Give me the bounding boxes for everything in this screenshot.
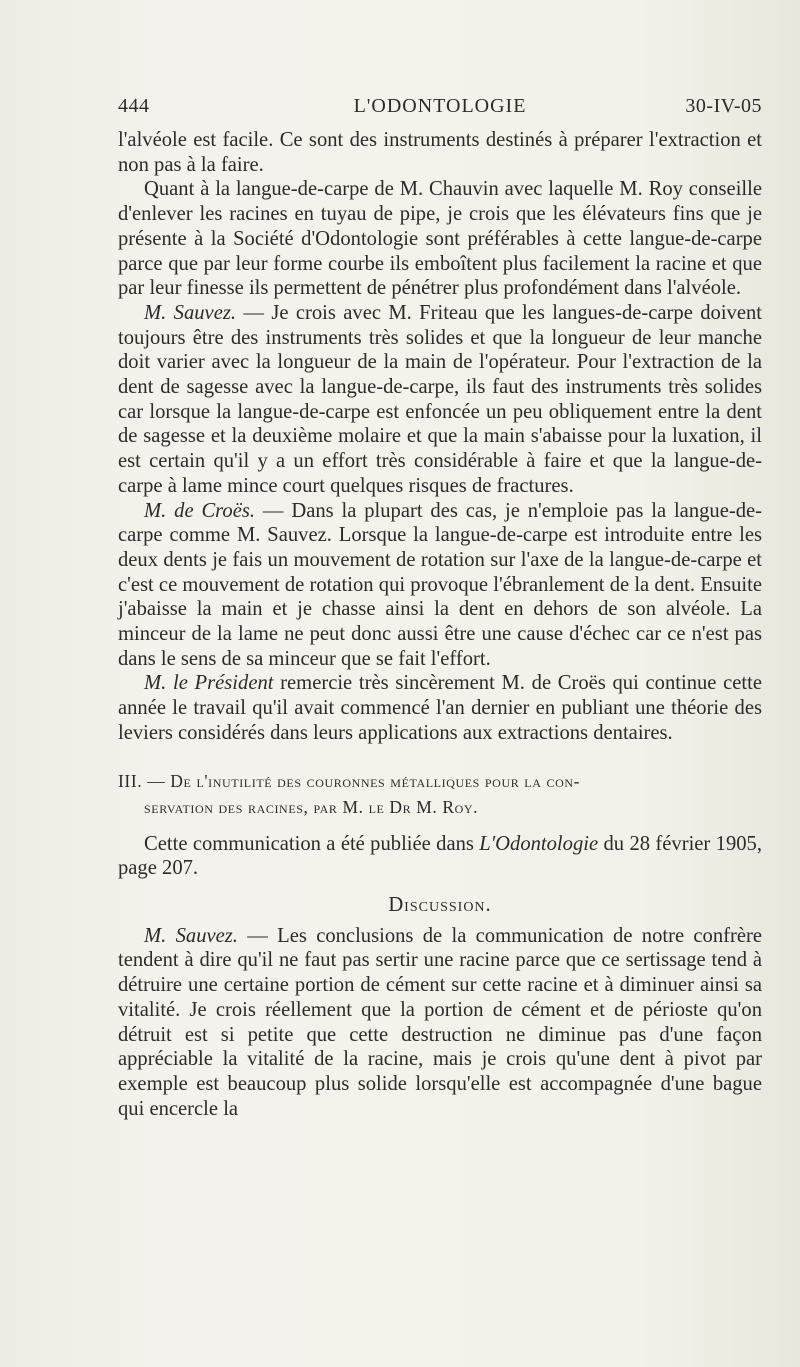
journal-title: L'ODONTOLOGIE (353, 95, 527, 117)
paragraph-7 (118, 924, 762, 1122)
speaker-name: M. Sauvez. (144, 924, 238, 947)
section-heading-line-1: III. — De l'inutilité des couronnes métalliques pour la con- (118, 770, 581, 791)
speaker-name: M. le Président (144, 672, 274, 695)
paragraph-2: Quant à la langue-de-carpe de M. Chauvin avec laquelle M. Roy conseille d'enlever les racines en tuyau de pipe, je crois que les élévateurs fins que je présente à la Société d'Odontologie sont préférables à cette langue-de-carpe parce que par leur forme courbe ils emboîtent plus facilement la racine et que par leur finesse ils permettent de pénétrer plus profondément dans l'alvéole. (118, 178, 762, 300)
paragraph-6 (118, 832, 762, 881)
issue-date: 30-IV-05 (685, 95, 762, 117)
paragraph-4 (118, 499, 762, 672)
speaker-name: M. Sauvez. (144, 301, 237, 324)
discussion-heading: Discussion. (388, 893, 492, 916)
speaker-name: M. de Croës. (144, 499, 256, 522)
page-body (118, 128, 762, 1121)
paragraph-text: du 28 février 1905, page 207. (118, 832, 762, 880)
page-number: 444 (118, 95, 150, 117)
paragraph-text: Cette communication a été publiée dans (144, 832, 480, 855)
section-heading (118, 768, 762, 820)
paragraph-text: remercie très sincèrement M. de Croës qui continue cette année le travail qu'il avait commencé l'an dernier en publiant une théorie des leviers considérés dans leurs applications aux extractions dentaires. (118, 672, 762, 744)
running-header (118, 95, 762, 125)
paragraph-1: l'alvéole est facile. Ce sont des instruments destinés à préparer l'extraction et non pas à la faire. (118, 129, 762, 176)
paragraph-3 (118, 301, 762, 499)
journal-reference: L'Odontologie (479, 832, 599, 855)
paragraph-text: — Dans la plupart des cas, je n'emploie pas la langue-de-carpe comme M. Sauvez. Lorsque la langue-de-carpe est introduite entre les deux dents je fais un mouvement de rotation sur l'axe de la langue-de-carpe et c'est ce mouvement de rotation qui provoque l'ébranlement de la dent. Ensuite j'abaisse la main et je chasse ainsi la dent en dehors de son alvéole. La minceur de la lame ne peut donc aussi être une cause d'échec car ce n'est pas dans le sens de sa minceur que se fait l'effort. (118, 499, 763, 670)
paragraph-text: — Les conclusions de la communication de notre confrère tendent à dire qu'il ne faut pas sertir une racine parce que ce sertissage tend à détruire une certaine portion de cément sur cette racine et à diminuer ainsi sa vitalité. Je crois réellement que la portion de cément et de périoste qu'on détruit est si petite que cette destruction ne diminue pas d'une façon appréciable la vitalité de la racine, mais je crois qu'une dent à pivot par exemple est beaucoup plus solide lorsqu'elle est accompagnée d'une bague qui encercle la (118, 924, 762, 1120)
paragraph-5 (118, 671, 762, 745)
section-heading-line-2: servation des racines, par M. le Dr M. Roy. (144, 796, 479, 817)
paragraph-text: — Je crois avec M. Friteau que les langues-de-carpe doivent toujours être des instruments très solides et que la longueur de leur manche doit varier avec la longueur de la main de l'opérateur. Pour l'extraction de la dent de sagesse avec la langue-de-carpe, ils faut des instruments très solides car lorsque la langue-de-carpe est enfoncée un peu obliquement entre la dent de sagesse et la deuxième molaire et que la main s'abaisse pour la luxation, il est certain qu'il y a un effort très considérable à faire et que la langue-de-carpe à lame mince court quelques risques de fractures. (118, 301, 762, 497)
